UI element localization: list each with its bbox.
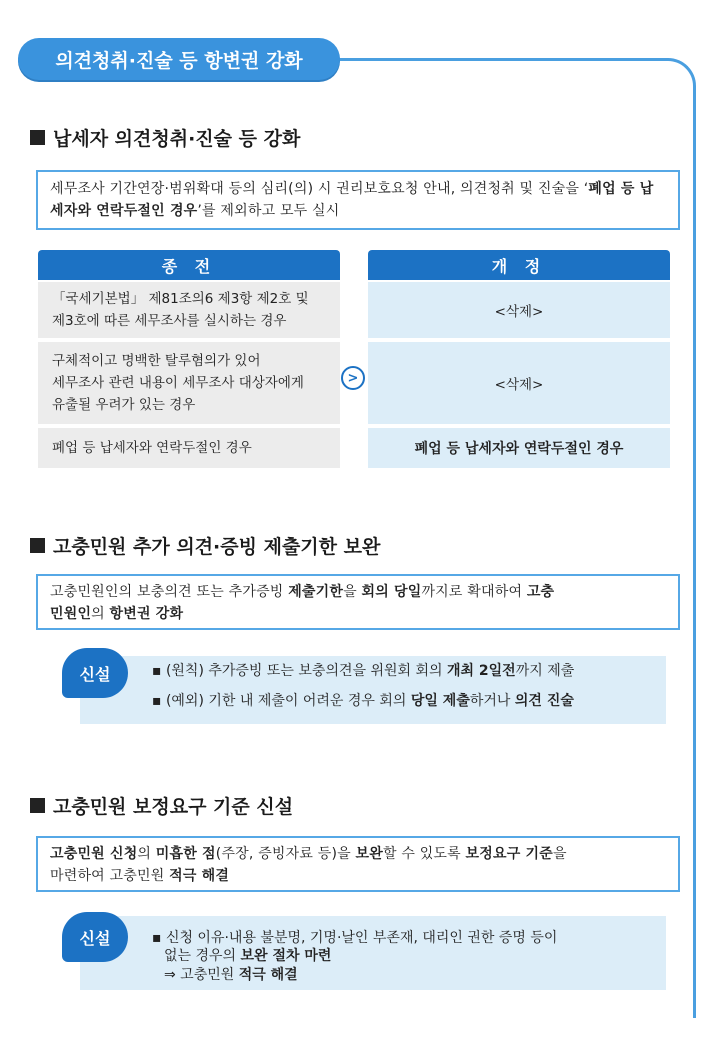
bullet-exception (152, 691, 574, 711)
desc-bold: 미흡한 점 (155, 846, 216, 862)
desc-bold: 회의 당일 (361, 584, 422, 600)
cell-text: 제3호에 따른 세무조사를 실시하는 경우 (52, 313, 287, 329)
page-title-banner (18, 38, 340, 80)
table-cell-before-2 (38, 342, 340, 424)
section-2-description (36, 574, 680, 630)
bullet-text: ⇒ 고충민원 (164, 967, 239, 983)
bullet-bold: 개최 2일전 (447, 663, 516, 679)
table-cell-before-3 (38, 428, 340, 468)
desc-bold: 항변권 강화 (109, 606, 184, 622)
section-heading-1-text: 납세자 의견청취·진술 등 강화 (53, 128, 301, 150)
desc-text: 의 (137, 846, 156, 862)
desc-bold: 민원인 (50, 606, 92, 622)
bullet-text: 하거나 (469, 693, 515, 709)
page-title: 의견청취·진술 등 항변권 강화 (55, 49, 303, 72)
bullet-bold: 의견 진술 (514, 693, 574, 709)
desc-text: 고충민원인의 보충의견 또는 추가증빙 (50, 584, 289, 600)
section-heading-3-text: 고충민원 보정요구 기준 신설 (53, 796, 294, 818)
cell-text: 유출될 우려가 있는 경우 (52, 397, 196, 413)
bullet-text: ▪ (원칙) 추가증빙 또는 보충의견을 위원회 회의 (152, 663, 447, 679)
bullet-procedure-2 (164, 946, 331, 966)
bullet-rule (152, 661, 574, 681)
cell-text: 세무조사 관련 내용이 세무조사 대상자에게 (52, 375, 304, 391)
chevron-right-icon: > (341, 366, 365, 390)
square-bullet-icon (30, 798, 45, 813)
bullet-bold: 적극 해결 (238, 967, 298, 983)
bullet-procedure-3 (164, 965, 298, 985)
desc-bold: 보정요구 기준 (465, 846, 553, 862)
desc-text: ’를 제외하고 모두 실시 (197, 203, 340, 219)
table-header-before: 종 전 (38, 250, 340, 280)
bullet-bold: 보완 절차 마련 (240, 948, 332, 964)
desc-bold: 제출기한 (288, 584, 344, 600)
desc-bold: 고충민원 신청 (50, 846, 138, 862)
bullet-text: ▪ 신청 이유·내용 불분명, 기명·날인 부존재, 대리인 권한 증명 등이 (152, 930, 558, 946)
section-heading-1 (30, 124, 300, 151)
table-cell-after-2: <삭제> (368, 342, 670, 424)
bullet-bold: 당일 제출 (410, 693, 470, 709)
bullet-text: ▪ (예외) 기한 내 제출이 어려운 경우 회의 (152, 693, 411, 709)
square-bullet-icon (30, 538, 45, 553)
section-3-description (36, 836, 680, 892)
desc-text: 세무조사 기간연장·범위확대 등의 심리(의) 시 권리보호요청 안내, 의견청취 및 진술을 ‘ (50, 181, 589, 197)
cell-text: 폐업 등 납세자와 연락두절인 경우 (52, 440, 252, 456)
table-cell-before-1 (38, 282, 340, 338)
section-1-description (36, 170, 680, 230)
table-header-after: 개 정 (368, 250, 670, 280)
desc-text: 을 (552, 846, 567, 862)
table-cell-after-3: 폐업 등 납세자와 연락두절인 경우 (368, 428, 670, 468)
desc-bold: 적극 해결 (169, 868, 230, 884)
cell-text: 「국세기본법」 제81조의6 제3항 제2호 및 (52, 291, 309, 307)
bullet-text: 까지 제출 (515, 663, 575, 679)
cell-text: 구체적이고 명백한 탈루혐의가 있어 (52, 353, 261, 369)
desc-text: 을 (343, 584, 362, 600)
square-bullet-icon (30, 130, 45, 145)
desc-text: 마련하여 고충민원 (50, 868, 170, 884)
desc-text: (주장, 증빙자료 등)을 (215, 846, 356, 862)
desc-text: 까지로 확대하여 (421, 584, 527, 600)
section-heading-2-text: 고충민원 추가 의견·증빙 제출기한 보완 (53, 536, 381, 558)
desc-bold: 고충 (526, 584, 555, 600)
new-badge-1: 신설 (62, 648, 128, 698)
desc-text: 할 수 있도록 (382, 846, 466, 862)
bullet-text: 없는 경우의 (164, 948, 241, 964)
section-heading-3 (30, 792, 293, 819)
new-badge-2: 신설 (62, 912, 128, 962)
bullet-procedure-1 (152, 928, 557, 948)
table-cell-after-1: <삭제> (368, 282, 670, 338)
desc-bold: 폐업 등 납세자와 연락두절인 경우 (50, 181, 654, 219)
desc-bold: 보완 (355, 846, 383, 862)
section-heading-2 (30, 532, 380, 559)
desc-text: 의 (91, 606, 110, 622)
